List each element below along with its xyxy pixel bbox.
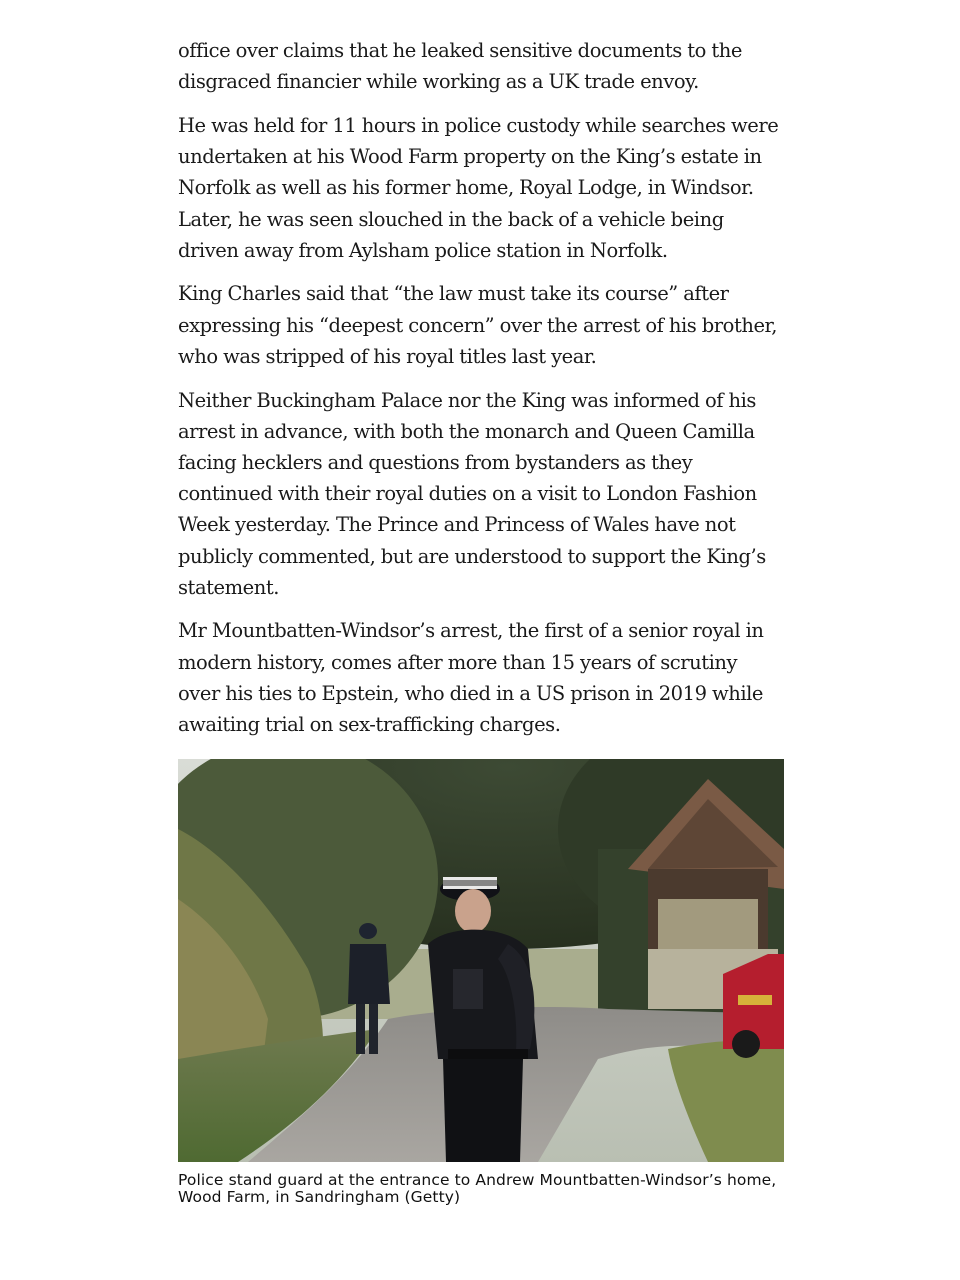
- article-photo[interactable]: [178, 759, 784, 1162]
- article-paragraph: King Charles said that “the law must take its course” after expressing his “deepest concern” over the arrest of his brother, who was stripped of his royal titles last year.: [178, 282, 778, 368]
- article-body: [178, 35, 784, 1206]
- photo-caption: Police stand guard at the entrance to Andrew Mountbatten-Windsor’s home, Wood Farm, in Sandringham (Getty): [178, 1171, 777, 1207]
- article-paragraph: He was held for 11 hours in police custody while searches were undertaken at his Wood Farm property on the King’s estate in Norfolk as well as his former home, Royal Lodge, in Windsor. Later, he was seen slouched in the back of a vehicle being driven away from Aylsham police station in Norfolk.: [178, 113, 779, 262]
- article-paragraph: office over claims that he leaked sensitive documents to the disgraced financier while working as a UK trade envoy.: [178, 39, 742, 94]
- article-paragraph: Mr Mountbatten-Windsor’s arrest, the first of a senior royal in modern history, comes after more than 15 years of scrutiny over his ties to Epstein, who died in a US prison in 2019 while awaiting trial on sex-trafficking charges.: [178, 619, 764, 737]
- article-paragraph: Neither Buckingham Palace nor the King was informed of his arrest in advance, with both the monarch and Queen Camilla facing hecklers and questions from bystanders as they continued with their royal duties on a visit to London Fashion Week yesterday. The Prince and Princess of Wales have not publicly commented, but are understood to support the King’s statement.: [178, 388, 766, 599]
- article-figure: [178, 759, 784, 1206]
